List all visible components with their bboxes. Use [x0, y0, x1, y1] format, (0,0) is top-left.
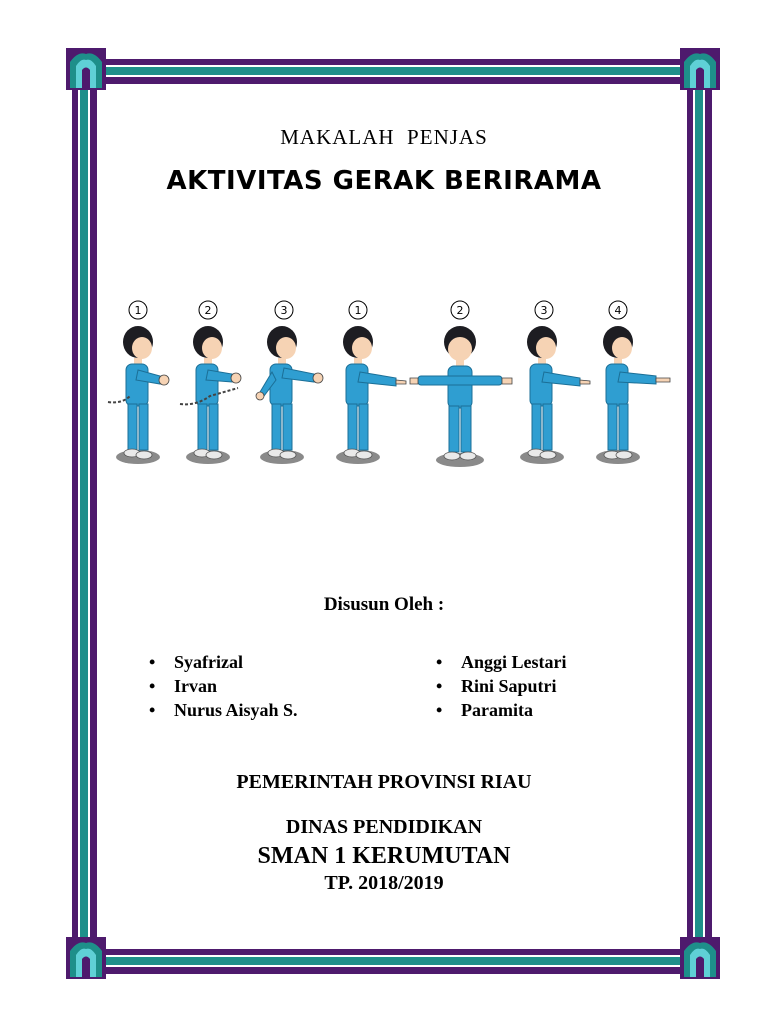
frame-corner-bottom-right — [680, 937, 720, 979]
authors-heading: Disusun Oleh : — [323, 594, 445, 615]
frame-corner-top-right — [680, 48, 720, 90]
frame-corner-bottom-left — [66, 937, 106, 979]
bullet-icon: • — [149, 652, 156, 672]
bullet-icon: • — [436, 676, 443, 696]
author-name: Nurus Aisyah S. — [174, 700, 298, 720]
authors-list-left — [146, 650, 298, 722]
author-name: Rini Saputri — [461, 676, 557, 696]
author-item — [146, 650, 298, 674]
author-item — [146, 674, 298, 698]
step-number: 1 — [134, 304, 142, 317]
bullet-icon: • — [436, 652, 443, 672]
document-subtitle: MAKALAH PENJAS — [280, 125, 488, 149]
department-name: DINAS PENDIDIKAN — [285, 816, 483, 838]
step-number: 3 — [280, 304, 288, 317]
step-number: 3 — [540, 304, 548, 317]
government-name: PEMERINTAH PROVINSI RIAU — [236, 771, 532, 793]
movement-illustration — [108, 292, 674, 482]
movement-figure-5 — [418, 292, 518, 482]
movement-figure-2 — [180, 292, 256, 482]
author-name: Paramita — [461, 700, 533, 720]
movement-figure-3 — [252, 292, 328, 482]
author-item — [433, 650, 567, 674]
authors-list-right — [433, 650, 567, 722]
step-number: 2 — [204, 304, 212, 317]
bullet-icon: • — [149, 700, 156, 720]
frame-corner-top-left — [66, 48, 106, 90]
movement-figure-6 — [520, 292, 596, 482]
movement-figure-4 — [330, 292, 406, 482]
frame-top-border — [86, 59, 684, 84]
academic-year: TP. 2018/2019 — [324, 872, 444, 894]
bullet-icon: • — [149, 676, 156, 696]
bullet-icon: • — [436, 700, 443, 720]
frame-bottom-border — [86, 949, 684, 974]
step-number: 4 — [614, 304, 622, 317]
author-item — [146, 698, 298, 722]
author-name: Syafrizal — [174, 652, 243, 672]
movement-figure-1 — [108, 292, 184, 482]
author-item — [433, 674, 567, 698]
author-name: Irvan — [174, 676, 218, 696]
document-title: AKTIVITAS GERAK BERIRAMA — [166, 166, 602, 196]
author-item — [433, 698, 567, 722]
step-number: 2 — [456, 304, 464, 317]
school-name: SMAN 1 KERUMUTAN — [257, 843, 511, 869]
step-number: 1 — [354, 304, 362, 317]
movement-figure-7 — [596, 292, 672, 482]
author-name: Anggi Lestari — [461, 652, 567, 672]
